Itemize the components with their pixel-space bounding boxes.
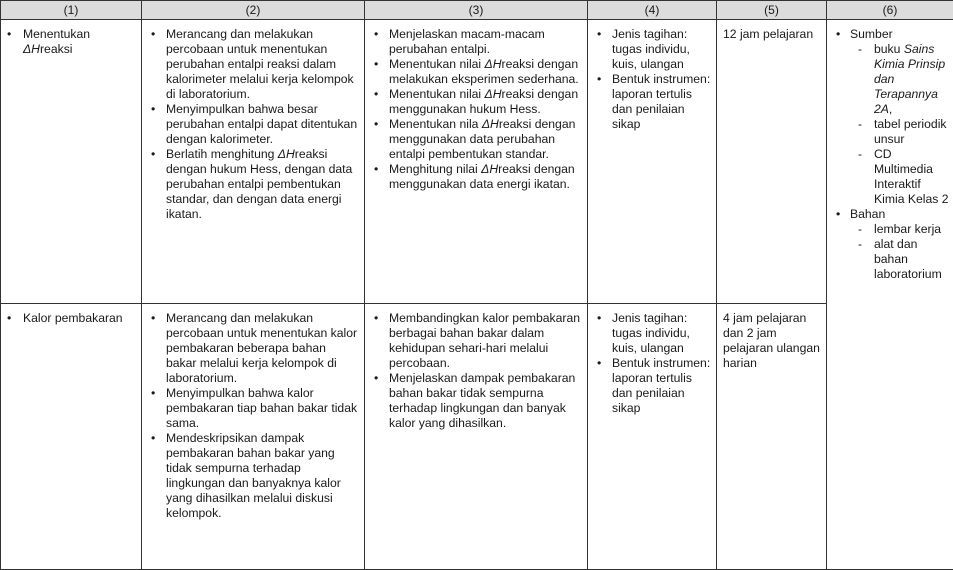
topic-cell [1, 20, 142, 304]
activity-cell [142, 304, 365, 570]
bullet-icon: • [151, 27, 155, 42]
column-header-2: (2) [142, 1, 365, 20]
assessment-cell [588, 304, 717, 570]
bullet-icon: • [7, 27, 11, 42]
bullet-icon: • [374, 117, 378, 132]
column-header-6: (6) [827, 1, 953, 20]
bullet-icon: • [7, 311, 11, 326]
assessment-cell [588, 20, 717, 304]
topic-cell [1, 304, 142, 570]
list-item: • Membandingkan kalor pembakaran berbagai bahan bakar dalam kehidupan sehari-hari melalui percobaan. [374, 311, 581, 371]
bullet-icon: • [374, 27, 378, 42]
list-item: • Menyimpulkan bahwa kalor pembakaran tiap bahan bakar tidak sama. [151, 386, 359, 431]
column-header-4: (4) [588, 1, 717, 20]
list-item: • Berlatih menghitung ΔHreaksi dengan hukum Hess, dengan data perubahan entalpi pembentukan standar, dan dengan data energi ikatan. [151, 147, 359, 222]
dash-icon: - [858, 42, 862, 57]
bullet-icon: • [597, 72, 601, 87]
list-item: - buku Sains Kimia Prinsip dan Terapannya 2A, [850, 42, 951, 117]
list-item: - CD Multimedia Interaktif Kimia Kelas 2 [850, 147, 951, 207]
dash-icon: - [858, 147, 862, 162]
dash-icon: - [858, 117, 862, 132]
list-item: • Sumber - buku Sains Kimia Prinsip dan Terapannya 2A, - tabel periodik unsur - CD Multimedia Interaktif Kimia Kelas 2 [836, 27, 951, 207]
indicator-cell [365, 304, 588, 570]
delta-h-symbol: ΔH [278, 147, 295, 161]
bullet-icon: • [374, 57, 378, 72]
list-item: • Jenis tagihan: tugas individu, kuis, ulangan [597, 311, 713, 356]
indicator-cell [365, 20, 588, 304]
list-item: • Menjelaskan macam-macam perubahan entalpi. [374, 27, 581, 57]
column-header-1: (1) [1, 1, 142, 20]
activity-cell [142, 20, 365, 304]
header-row [1, 1, 953, 20]
delta-h-symbol: ΔH [485, 57, 502, 71]
list-item: • Jenis tagihan: tugas individu, kuis, ulangan [597, 27, 713, 72]
delta-h-symbol: ΔH [481, 162, 498, 176]
list-item: - lembar kerja [850, 222, 951, 237]
list-item: • Menghitung nilai ΔHreaksi dengan menggunakan data energi ikatan. [374, 162, 581, 192]
resources-cell [827, 20, 953, 570]
bullet-icon: • [374, 311, 378, 326]
time-allocation-cell: 4 jam pelajaran dan 2 jam pelajaran ulangan harian [717, 304, 827, 570]
dash-icon: - [858, 222, 862, 237]
dash-icon: - [858, 237, 862, 252]
bullet-icon: • [151, 147, 155, 162]
list-item: - alat dan bahan laboratorium [850, 237, 951, 282]
bullet-icon: • [374, 162, 378, 177]
list-item: • Menyimpulkan bahwa besar perubahan entalpi dapat ditentukan dengan kalorimeter. [151, 102, 359, 147]
bullet-icon: • [836, 207, 840, 222]
list-item: • Menjelaskan dampak pembakaran bahan bakar tidak sempurna terhadap lingkungan dan banyak kalor yang dihasilkan. [374, 371, 581, 431]
list-item: • Merancang dan melakukan percobaan untuk menentukan kalor pembakaran beberapa bahan bakar melalui kerja kelompok di laboratorium. [151, 311, 359, 386]
list-item: • Bentuk instrumen: laporan tertulis dan penilaian sikap [597, 356, 713, 416]
bullet-icon: • [597, 311, 601, 326]
list-item: • Bahan - lembar kerja - alat dan bahan laboratorium [836, 207, 951, 282]
column-header-3: (3) [365, 1, 588, 20]
delta-h-symbol: ΔH [23, 42, 40, 56]
list-item: • Menentukan nilai ΔHreaksi dengan menggunakan hukum Hess. [374, 87, 581, 117]
bullet-icon: • [374, 371, 378, 386]
time-allocation-cell: 12 jam pelajaran [717, 20, 827, 304]
bullet-icon: • [597, 356, 601, 371]
table-row [1, 304, 953, 570]
list-item: • Kalor pembakaran [7, 311, 138, 326]
list-item: - tabel periodik unsur [850, 117, 951, 147]
table-row [1, 20, 953, 304]
bullet-icon: • [836, 27, 840, 42]
delta-h-symbol: ΔH [485, 87, 502, 101]
delta-h-symbol: ΔH [482, 117, 499, 131]
list-item: • Mendeskripsikan dampak pembakaran bahan bakar yang tidak sempurna terhadap lingkungan dan banyaknya kalor yang dihasilkan melalui diskusi kelompok. [151, 431, 359, 521]
bullet-icon: • [374, 87, 378, 102]
bullet-icon: • [151, 386, 155, 401]
list-item: • Menentukan nilai ΔHreaksi dengan melakukan eksperimen sederhana. [374, 57, 581, 87]
bullet-icon: • [151, 311, 155, 326]
list-item: • Menentukan ΔHreaksi [7, 27, 138, 57]
bullet-icon: • [151, 102, 155, 117]
list-item: • Merancang dan melakukan percobaan untuk menentukan perubahan entalpi reaksi dalam kalorimeter melalui kerja kelompok di laboratorium. [151, 27, 359, 102]
bullet-icon: • [151, 431, 155, 446]
list-item: • Bentuk instrumen: laporan tertulis dan penilaian sikap [597, 72, 713, 132]
list-item: • Menentukan nila ΔHreaksi dengan menggunakan data perubahan entalpi pembentukan standar. [374, 117, 581, 162]
bullet-icon: • [597, 27, 601, 42]
column-header-5: (5) [717, 1, 827, 20]
